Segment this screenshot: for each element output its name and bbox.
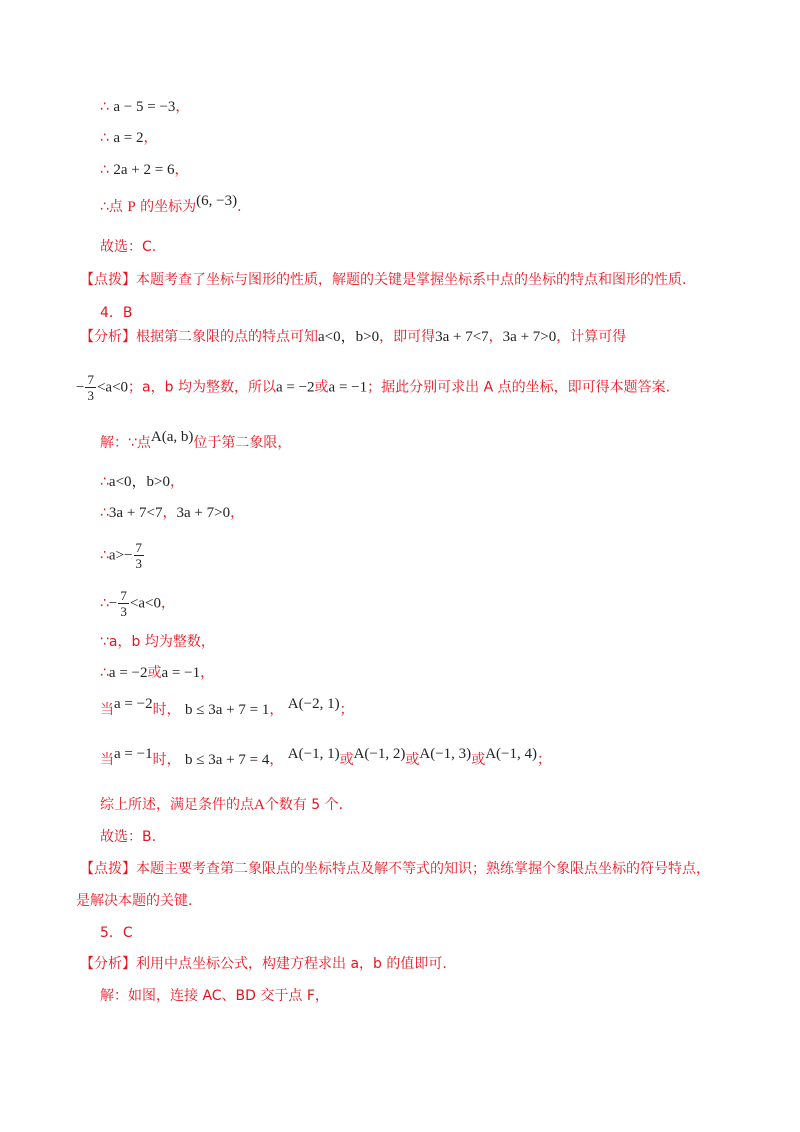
q4-step-6: ∴a = −2或a = −1，: [100, 665, 215, 681]
note-tag: 【点拨】: [80, 861, 136, 877]
sol3-eq-1: a − 5 = −3: [113, 99, 176, 115]
q4-step-8: 当a = −1时， b ≤ 3a + 7 = 4， A(−1, 1)或A(−1, 2)或A(−1, 3)或A(−1, 4)；: [100, 746, 551, 768]
fraction: $\frac{7}{3}$: [135, 540, 142, 571]
fraction: $\frac{7}{3}$: [87, 372, 94, 403]
q4-analysis-line-1: 【分析】根据第二象限的点的特点可知a<0，b>0，即可得3a + 7<7，3a + 7>0，计算可得: [80, 329, 627, 345]
q4-step-7: 当a = −2时， b ≤ 3a + 7 = 1， A(−2, 1)；: [100, 696, 354, 718]
q4-analysis-line-2: − $\frac{7}{3}$ <a<0；a，b 均为整数，所以a = −2或a = −1；据此分别可求出 A 点的坐标，即可得本题答案.: [76, 372, 671, 403]
analysis-tag: 【分析】: [80, 956, 136, 972]
sol3-eq-2: a = 2: [113, 130, 144, 146]
q4-step-5: ∵a，b 均为整数，: [100, 634, 215, 650]
q4-step-1: ∴a<0，b>0，: [100, 474, 184, 490]
q4-note-line-1: 【点拨】本题主要考查第二象限点的坐标特点及解不等式的知识；熟练掌握个象限点坐标的符号特点，: [80, 861, 710, 877]
sol3-answer: 故选：C.: [100, 239, 157, 255]
q5-solution: 解：如图，连接 AC、BD 交于点 F，: [100, 988, 329, 1004]
sol3-coordinate: (6, −3): [196, 193, 238, 209]
q4-step-4: ∴− $\frac{7}{3}$ <a<0，: [100, 588, 175, 619]
q4-summary: 综上所述，满足条件的点A个数有 5 个.: [100, 797, 344, 813]
sol3-line-2: ∴ a = 2，: [100, 130, 158, 146]
q4-number: 4．B: [100, 305, 133, 321]
sol3-line-3: ∴ 2a + 2 = 6，: [100, 162, 189, 178]
q4-answer: 故选：B.: [100, 829, 157, 845]
sol3-line-4: ∴点 P 的坐标为(6, −3).: [100, 193, 242, 215]
sol3-note: 【点拨】本题考查了坐标与图形的性质，解题的关键是掌握坐标系中点的坐标的特点和图形的性质.: [80, 272, 687, 288]
analysis-tag: 【分析】: [80, 329, 136, 345]
q5-analysis: 【分析】利用中点坐标公式，构建方程求出 a，b 的值即可.: [80, 956, 447, 972]
q4-note-line-2: 是解决本题的关键.: [76, 893, 193, 909]
q4-step-2: ∴3a + 7<7，3a + 7>0，: [100, 505, 245, 521]
q4-solution-intro: 解：∵点A(a, b)位于第二象限，: [100, 429, 292, 451]
sol3-eq-3: 2a + 2 = 6: [113, 162, 175, 178]
note-tag: 【点拨】: [80, 272, 136, 288]
q5-number: 5．C: [100, 925, 133, 941]
q4-step-3: ∴a>− $\frac{7}{3}$: [100, 540, 142, 571]
sol3-line-1: ∴ a − 5 = −3，: [100, 99, 190, 115]
fraction: $\frac{7}{3}$: [120, 588, 127, 619]
